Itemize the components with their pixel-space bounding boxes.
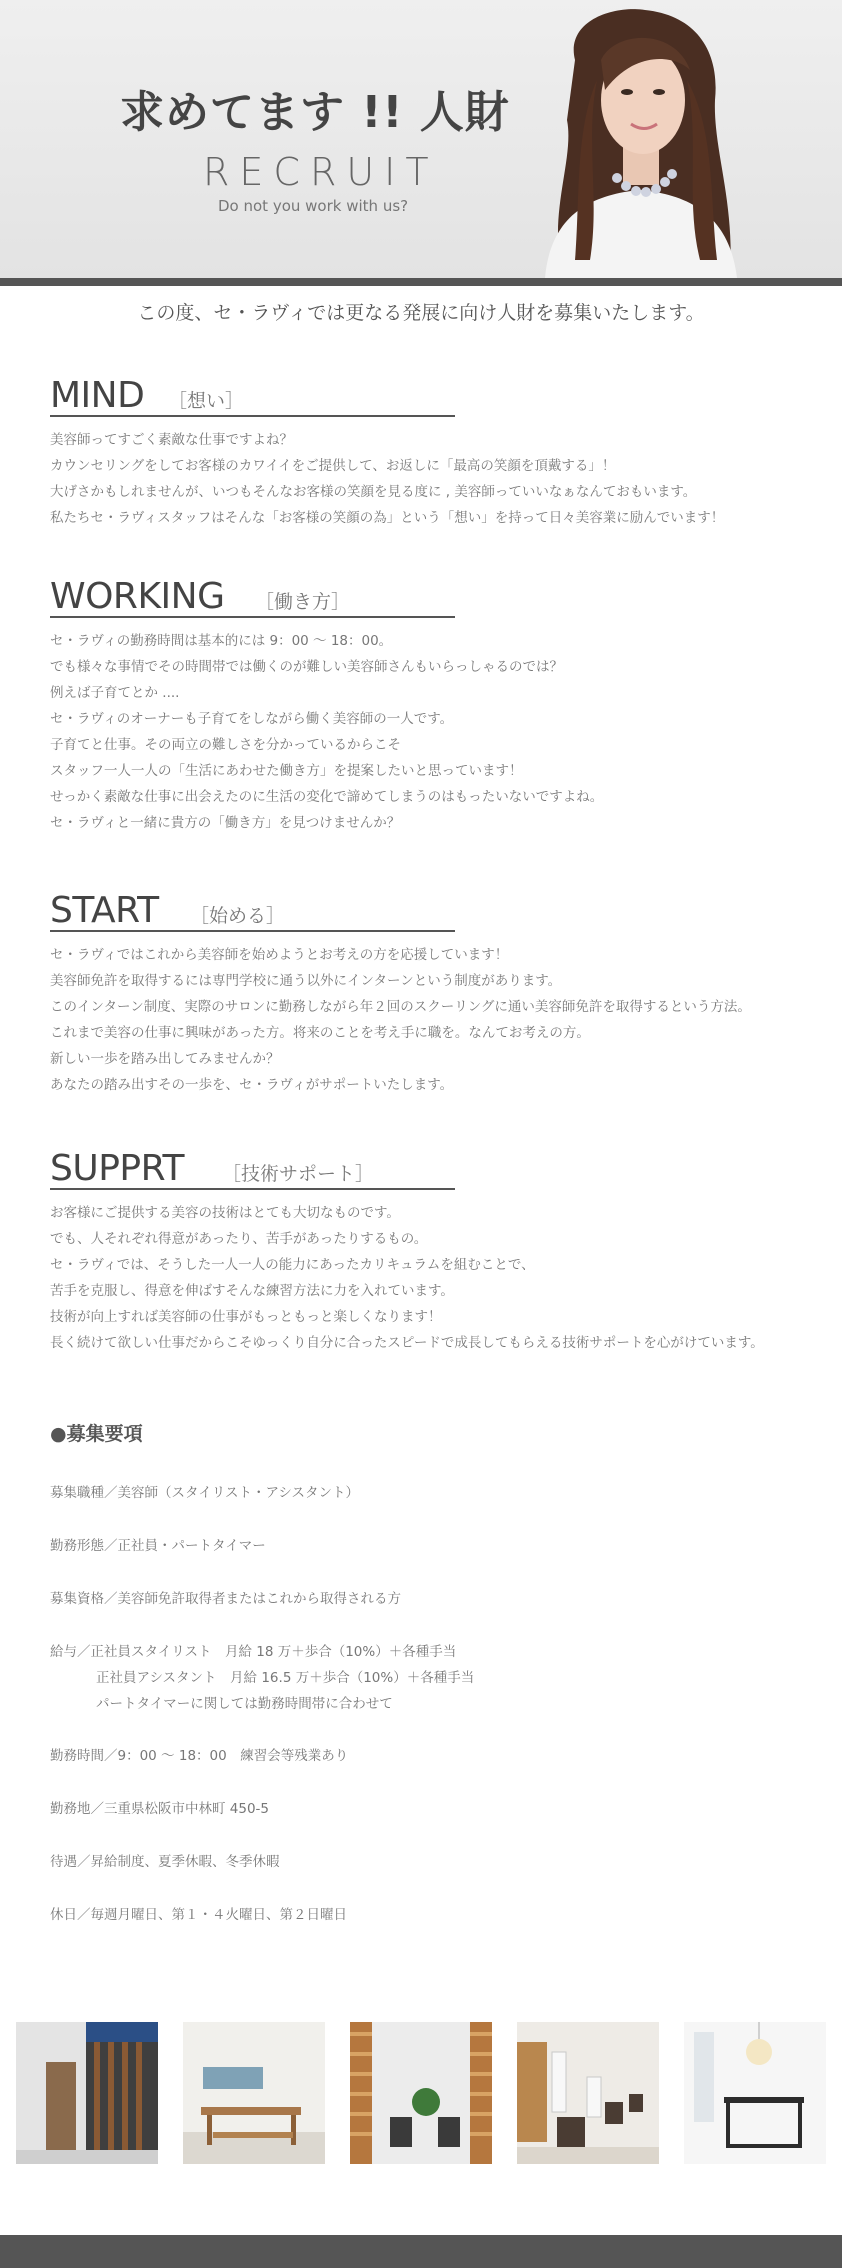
requirements-title: ●募集要項 (50, 1423, 143, 1445)
section-heading (50, 375, 455, 417)
salon-reception-photo (684, 2022, 826, 2164)
section-support (50, 1148, 810, 1356)
hero-title: 求めてます !! 人財 (120, 87, 510, 138)
body-line: でも様々な事情でその時間帯では働くのが難しい美容師さんもいらっしゃるのでは？ (50, 659, 563, 675)
req-hours: 勤務時間／9：00 ～ 18：00 練習会等残業あり (50, 1748, 349, 1764)
body-line: お客様にご提供する美容の技術はとても大切なものです。 (50, 1205, 400, 1221)
section-title-en: WORKING (50, 576, 225, 617)
section-heading (50, 576, 455, 618)
salary-line: パートタイマーに関しては勤務時間帯に合わせて (96, 1696, 393, 1712)
section-body (50, 942, 810, 1098)
hero-tagline: Do not you work with us? (218, 197, 409, 215)
salon-waiting-photo (183, 2022, 325, 2164)
section-title-ja: ［技術サポート］ (222, 1163, 375, 1185)
body-line: スタッフ一人一人の「生活にあわせた働き方」を提案したいと思っています！ (50, 763, 523, 779)
req-qualification: 募集資格／美容師免許取得者またはこれから取得される方 (50, 1591, 401, 1607)
body-line: でも、人それぞれ得意があったり、苦手があったりするもの。 (50, 1231, 428, 1247)
section-title-ja: ［想い］ (168, 390, 245, 412)
body-line: このインターン制度、実際のサロンに勤務しながら年２回のスクーリングに通い美容師免許を取得するという方法。 (50, 999, 751, 1015)
salon-exterior-photo (16, 2022, 158, 2164)
section-working (50, 576, 810, 836)
body-line: 新しい一歩を踏み出してみませんか？ (50, 1051, 280, 1067)
section-heading (50, 1148, 455, 1190)
req-benefits: 待遇／昇給制度、夏季休暇、冬季休暇 (50, 1854, 280, 1870)
body-line: セ・ラヴィではこれから美容師を始めようとお考えの方を応援しています！ (50, 947, 509, 963)
salon-entrance-photo (350, 2022, 492, 2164)
footer-bar (0, 2235, 842, 2268)
body-line: セ・ラヴィでは、そうした一人一人の能力にあったカリキュラムを組むことで、 (50, 1257, 535, 1273)
section-title-en: MIND (50, 375, 145, 416)
section-title-ja: ［働き方］ (255, 591, 351, 613)
section-body (50, 427, 810, 531)
body-line: セ・ラヴィの勤務時間は基本的には 9：00 ～ 18：00。 (50, 633, 393, 649)
section-body (50, 628, 810, 836)
body-line: 子育てと仕事。その両立の難しさを分かっているからこそ (50, 737, 401, 753)
section-title-en: START (50, 890, 159, 931)
section-title-ja: ［始める］ (190, 905, 286, 927)
hero-subtitle: RECRUIT (203, 150, 439, 194)
salon-gallery (0, 2022, 842, 2164)
body-line: セ・ラヴィと一緒に貴方の「働き方」を見つけませんか？ (50, 815, 401, 831)
hero-banner (0, 0, 842, 278)
body-line: セ・ラヴィのオーナーも子育てをしながら働く美容師の一人です。 (50, 711, 454, 727)
section-mind (50, 375, 810, 531)
body-line: 例えば子育てとか .... (50, 685, 180, 701)
req-holidays: 休日／毎週月曜日、第１・４火曜日、第２日曜日 (50, 1907, 347, 1923)
salary-line: 正社員アシスタント 月給 16.5 万＋歩合（10%）＋各種手当 (96, 1670, 475, 1686)
req-location: 勤務地／三重県松阪市中林町 450-5 (50, 1801, 270, 1817)
body-line: カウンセリングをしてお客様のカワイイをご提供して、お返しに「最高の笑顔を頂戴する」！ (50, 458, 616, 474)
hero-divider (0, 278, 842, 286)
body-line: 美容師免許を取得するには専門学校に通う以外にインターンという制度があります。 (50, 973, 562, 989)
body-line: 技術が向上すれば美容師の仕事がもっともっと楽しくなります！ (50, 1309, 442, 1325)
section-body (50, 1200, 810, 1356)
req-salary (50, 1639, 474, 1717)
body-line: 私たちセ・ラヴィスタッフはそんな「お客様の笑顔の為」という「想い」を持って日々美容業に励んでいます！ (50, 510, 725, 526)
body-line: 長く続けて欲しい仕事だからこそゆっくり自分に合ったスピードで成長してもらえる技術サポートを心がけています。 (50, 1335, 764, 1351)
body-line: あなたの踏み出すその一歩を、セ・ラヴィがサポートいたします。 (50, 1077, 454, 1093)
salon-interior-photo (517, 2022, 659, 2164)
body-line: 美容師ってすごく素敵な仕事ですよね？ (50, 432, 293, 448)
lead-text: この度、セ・ラヴィでは更なる発展に向け人財を募集いたします。 (137, 302, 705, 324)
body-line: 苦手を克服し、得意を伸ばすそんな練習方法に力を入れています。 (50, 1283, 454, 1299)
section-title-en: SUPPRT (50, 1148, 185, 1189)
body-line: せっかく素敵な仕事に出会えたのに生活の変化で諦めてしまうのはもったいないですよね。 (50, 789, 604, 805)
section-start (50, 890, 810, 1098)
salary-line: 給与／正社員スタイリスト 月給 18 万＋歩合（10%）＋各種手当 (50, 1644, 457, 1660)
body-line: 大げさかもしれませんが、いつもそんなお客様の笑顔を見る度に , 美容師っていいなぁなんておもいます。 (50, 484, 697, 500)
body-line: これまで美容の仕事に興味があった方。将来のことを考え手に職を。なんてお考えの方。 (50, 1025, 590, 1041)
section-heading (50, 890, 455, 932)
req-job-type: 募集職種／美容師（スタイリスト・アシスタント） (50, 1485, 360, 1501)
req-employment: 勤務形態／正社員・パートタイマー (50, 1538, 266, 1554)
hero-model-photo (505, 0, 775, 278)
